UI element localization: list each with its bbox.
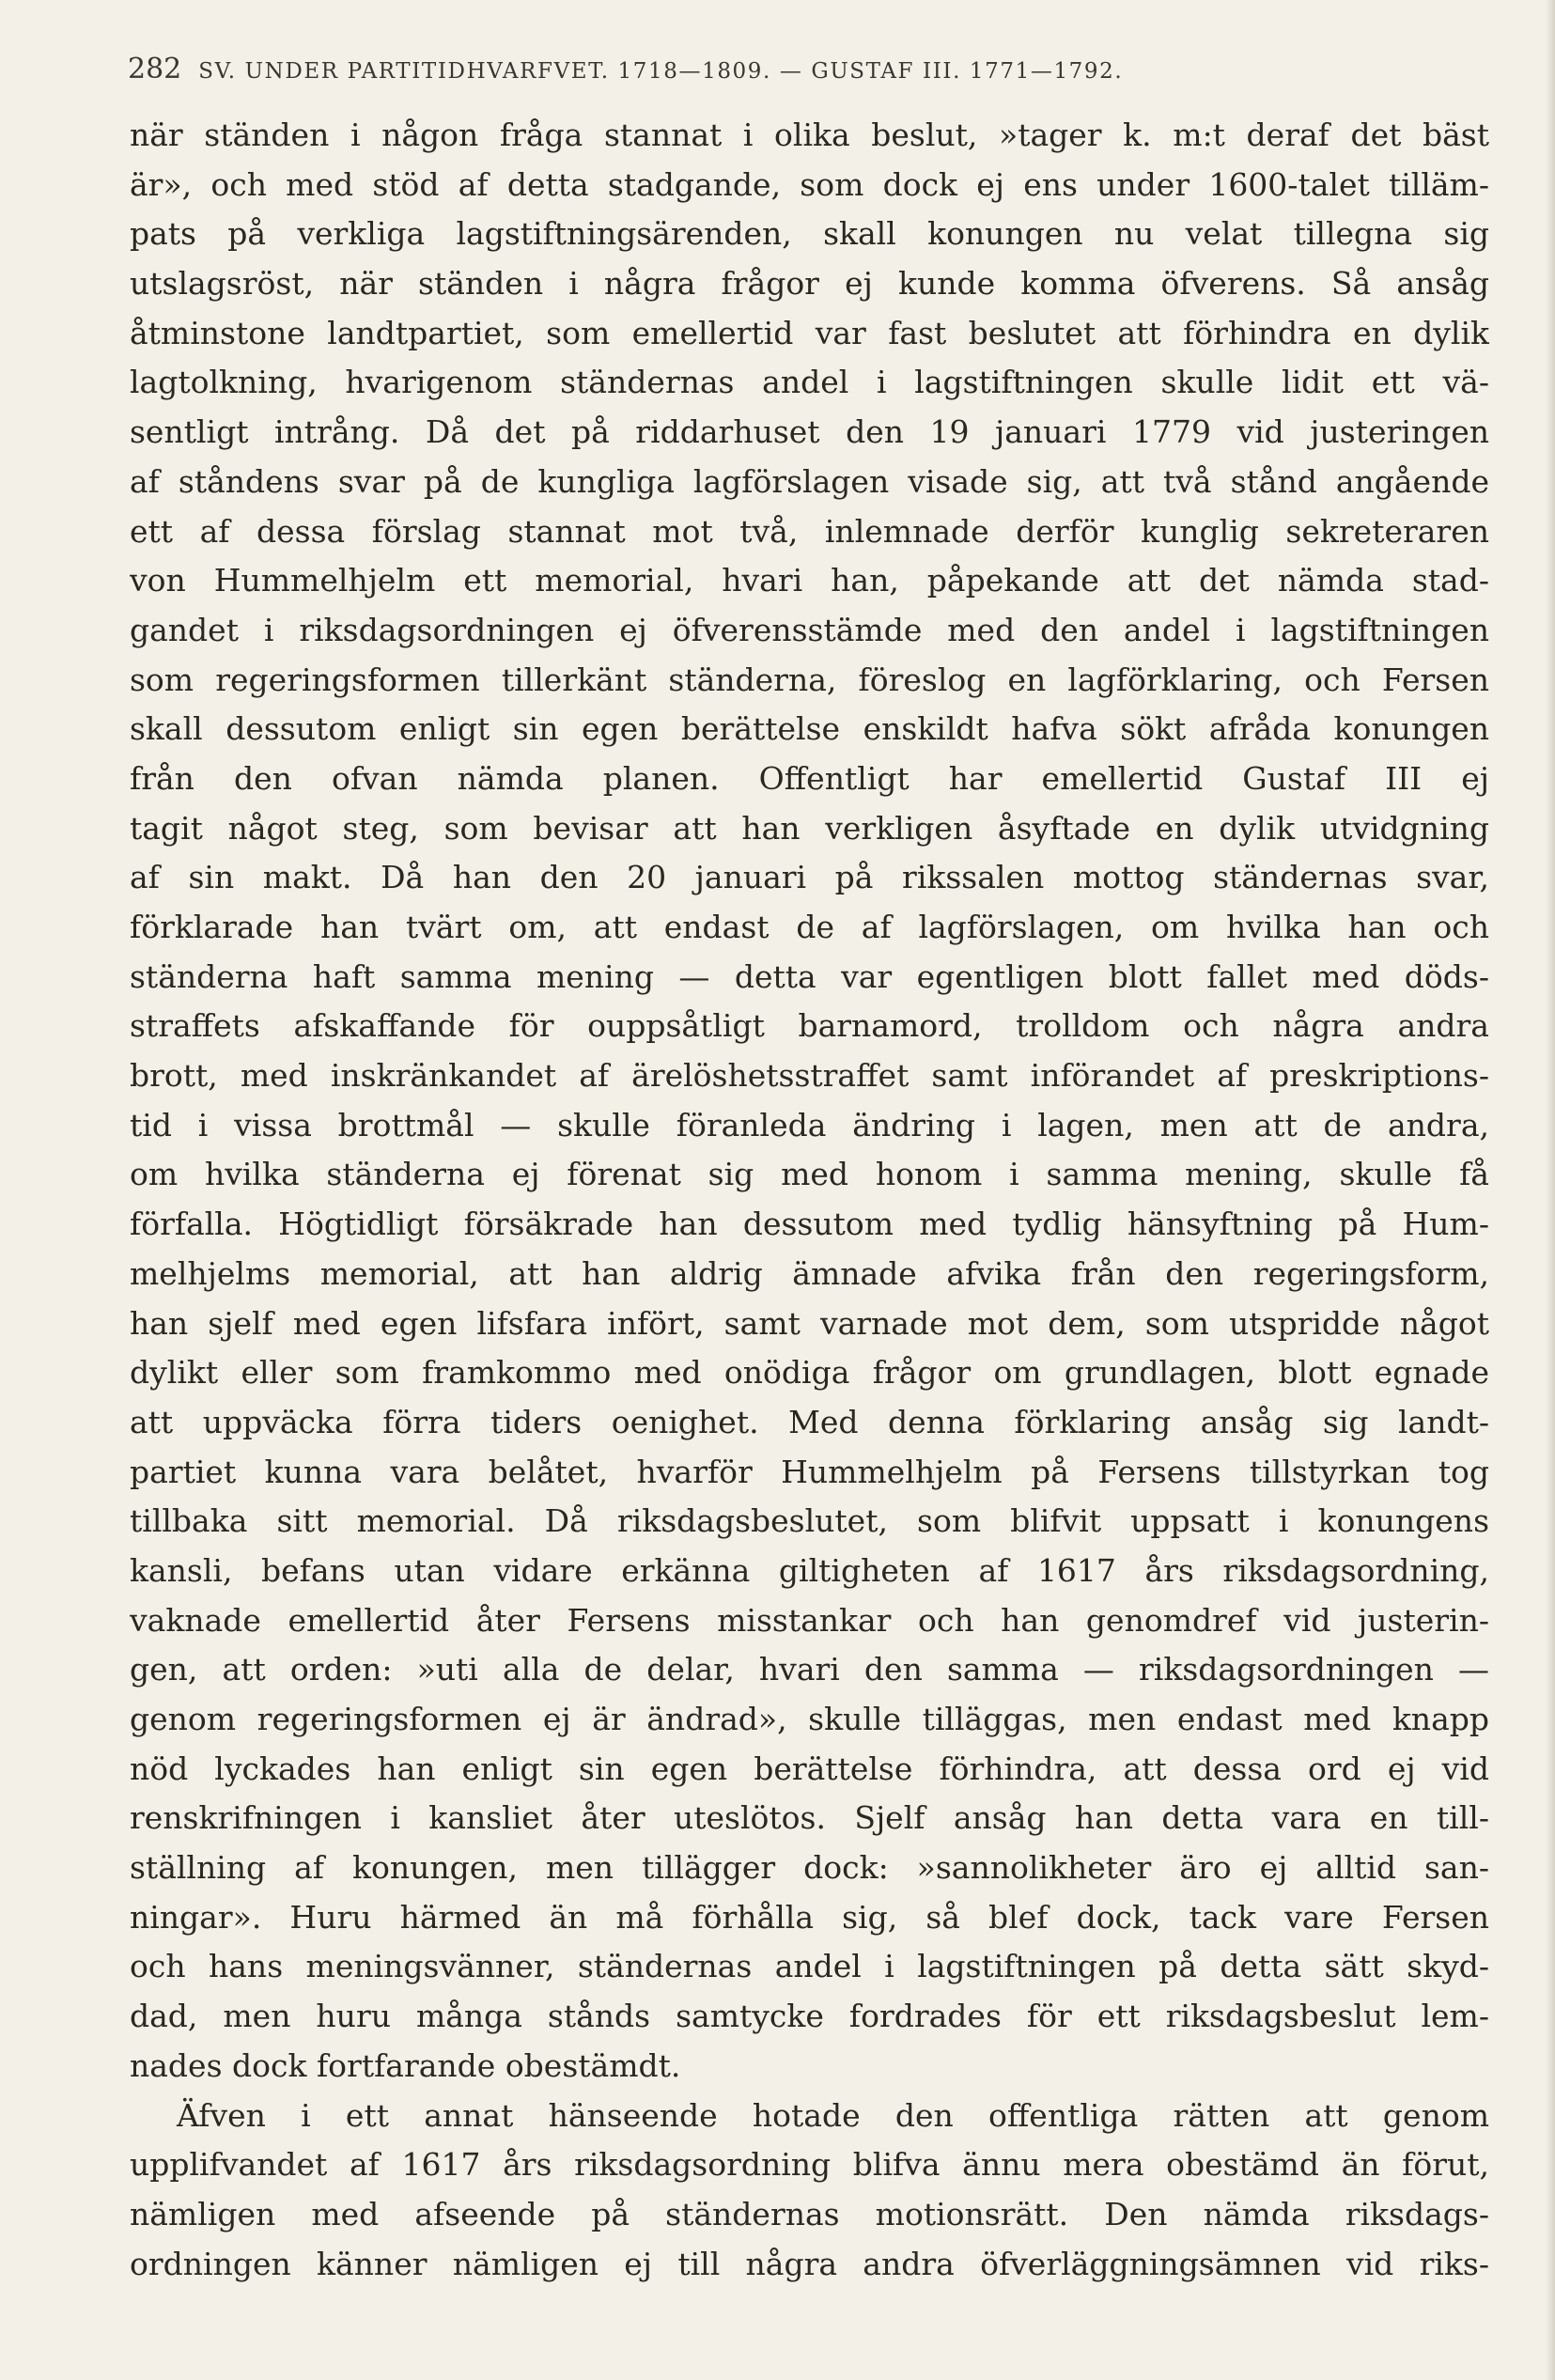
text-line: straffets afskaffande för ouppsåtligt barnamord, trolldom och några andra <box>130 1007 1489 1045</box>
running-title: SV. UNDER PARTITIDHVARFVET. 1718—1809. — GUSTAF III. 1771—1792. <box>198 59 1124 84</box>
text-line: från den ofvan nämda planen. Offentligt har emellertid Gustaf III ej <box>130 759 1489 797</box>
text-line: gen, att orden: »uti alla de delar, hvari den samma — riksdagsordningen — <box>130 1651 1489 1688</box>
text-line: om hvilka ständerna ej förenat sig med honom i samma mening, skulle få <box>130 1156 1489 1193</box>
running-header <box>128 53 1490 90</box>
text-line: tillbaka sitt memorial. Då riksdagsbeslutet, som blifvit uppsatt i konungens <box>130 1502 1489 1540</box>
text-line: åtminstone landtpartiet, som emellertid var fast beslutet att förhindra en dylik <box>130 314 1489 351</box>
text-line: utslagsröst, när ständen i några frågor ej kunde komma öfverens. Så ansåg <box>130 265 1489 303</box>
text-line: skall dessutom enligt sin egen berättelse enskildt hafva sökt afråda konungen <box>130 710 1489 748</box>
body-text <box>130 111 1489 2328</box>
text-line: är», och med stöd af detta stadgande, som dock ej ens under 1600-talet tilläm- <box>130 165 1489 203</box>
text-line: von Hummelhjelm ett memorial, hvari han, påpekande att det nämda stad- <box>130 562 1489 599</box>
text-line: och hans meningsvänner, ständernas andel i lagstiftningen på detta sätt skyd- <box>130 1948 1489 1985</box>
text-line: tagit något steg, som bevisar att han verkligen åsyftade en dylik utvidgning <box>130 809 1489 847</box>
text-line: af sin makt. Då han den 20 januari på rikssalen mottog ständernas svar, <box>130 859 1489 896</box>
page-number: 282 <box>128 53 182 86</box>
paragraph-start-line: Äfven i ett annat hänseende hotade den offentliga rätten att genom <box>177 2096 1489 2134</box>
text-line: dylikt eller som framkommo med onödiga frågor om grundlagen, blott egnade <box>130 1354 1489 1392</box>
text-line: han sjelf med egen lifsfara infört, samt varnade mot dem, som utspridde något <box>130 1304 1489 1342</box>
text-line: förklarade han tvärt om, att endast de af lagförslagen, om hvilka han och <box>130 909 1489 945</box>
text-line: gandet i riksdagsordningen ej öfverensstämde med den andel i lagstiftningen <box>130 611 1489 648</box>
text-line: renskrifningen i kansliet åter uteslötos. Sjelf ansåg han detta vara en till- <box>130 1799 1489 1837</box>
text-line: ständerna haft samma mening — detta var egentligen blott fallet med döds- <box>130 957 1489 995</box>
text-line: när ständen i någon fråga stannat i olika beslut, »tager k. m:t deraf det bäst <box>130 117 1489 153</box>
text-line: partiet kunna vara belåtet, hvarför Hummelhjelm på Fersens tillstyrkan tog <box>130 1453 1489 1490</box>
text-line: af ståndens svar på de kungliga lagförslagen visade sig, att två stånd angående <box>130 462 1489 500</box>
paragraph-end-line: nades dock fortfarande obestämdt. <box>130 2046 681 2084</box>
text-line: förfalla. Högtidligt försäkrade han dessutom med tydlig hänsyftning på Hum- <box>130 1206 1489 1243</box>
text-line: melhjelms memorial, att han aldrig ämnade afvika från den regeringsform, <box>130 1254 1489 1292</box>
text-line: pats på verkliga lagstiftningsärenden, skall konungen nu velat tillegna sig <box>130 215 1489 253</box>
text-line: tid i vissa brottmål — skulle föranleda ändring i lagen, men att de andra, <box>130 1106 1489 1143</box>
text-line: dad, men huru många stånds samtycke fordrades för ett riksdagsbeslut lem- <box>130 1998 1489 2035</box>
text-line: nöd lyckades han enligt sin egen berättelse förhindra, att dessa ord ej vid <box>130 1750 1489 1787</box>
text-line: nämligen med afseende på ständernas motionsrätt. Den nämda riksdags- <box>130 2195 1489 2232</box>
text-line: kansli, befans utan vidare erkänna giltigheten af 1617 års riksdagsordning, <box>130 1551 1489 1589</box>
text-line: ordningen känner nämligen ej till några andra öfverläggningsämnen vid riks- <box>130 2245 1489 2282</box>
text-line: att uppväcka förra tiders oenighet. Med denna förklaring ansåg sig landt- <box>130 1403 1489 1440</box>
text-line: brott, med inskränkandet af ärelöshetsstraffet samt införandet af preskriptions- <box>130 1057 1489 1095</box>
text-line: lagtolkning, hvarigenom ständernas andel i lagstiftningen skulle lidit ett vä- <box>130 364 1489 401</box>
text-line: ett af dessa förslag stannat mot två, inlemnade derför kunglig sekreteraren <box>130 512 1489 550</box>
text-line: ställning af konungen, men tillägger dock: »sannolikheter äro ej alltid san- <box>130 1849 1489 1887</box>
text-line: som regeringsformen tillerkänt ständerna, föreslog en lagförklaring, och Fersen <box>130 661 1489 698</box>
text-line: genom regeringsformen ej är ändrad», skulle tilläggas, men endast med knapp <box>130 1701 1489 1737</box>
text-line: ningar». Huru härmed än må förhålla sig, så blef dock, tack vare Fersen <box>130 1898 1489 1936</box>
text-line: sentligt intrång. Då det på riddarhuset den 19 januari 1779 vid justeringen <box>130 413 1489 451</box>
text-line: vaknade emellertid åter Fersens misstankar och han genomdref vid justerin- <box>130 1601 1489 1639</box>
page-edge-shadow <box>1546 0 1555 2380</box>
text-line: upplifvandet af 1617 års riksdagsordning blifva ännu mera obestämd än förut, <box>130 2146 1489 2184</box>
